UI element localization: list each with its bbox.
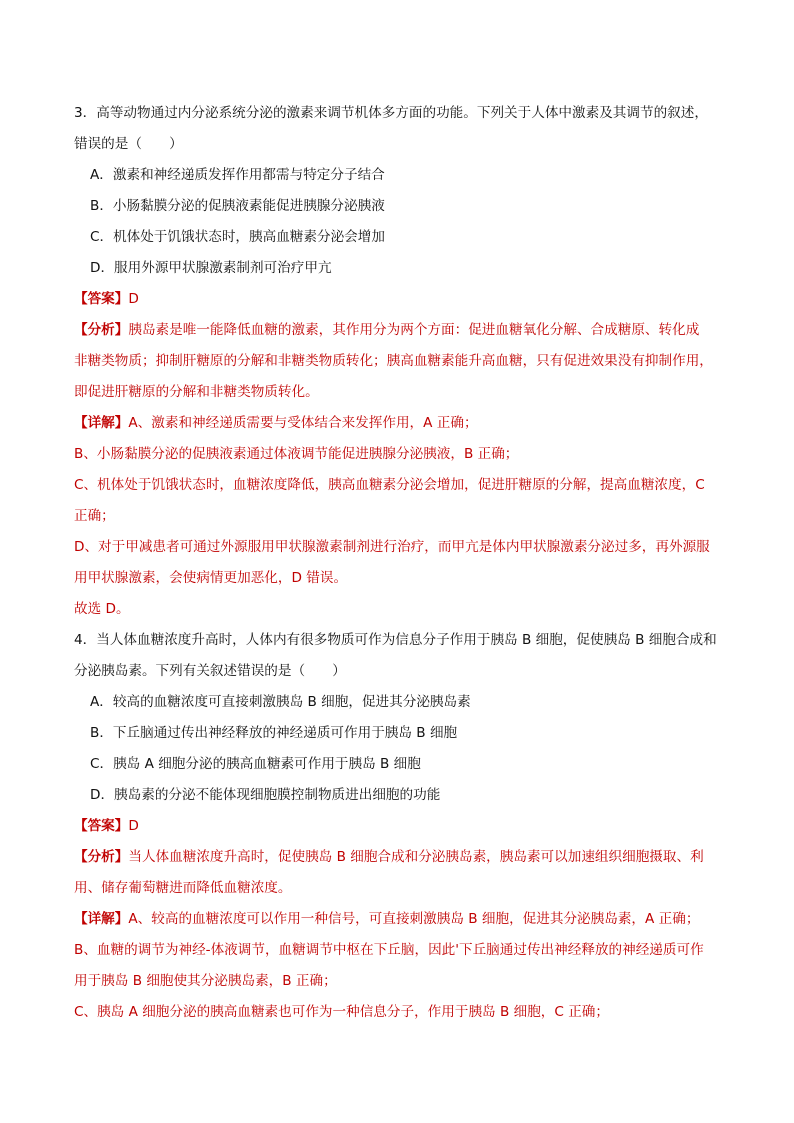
q4-option-b: B．下丘脑通过传出神经释放的神经递质可作用于胰岛 B 细胞 bbox=[90, 725, 458, 741]
q4-analysis-tag: 【分析】 bbox=[74, 849, 129, 865]
q4-stem-line-1: 4．当人体血糖浓度升高时，人体内有很多物质可作为信息分子作用于胰岛 B 细胞，促使胰岛 B 细胞合成和 bbox=[74, 632, 717, 648]
q3-detail-line-7: 故选 D。 bbox=[74, 601, 130, 617]
q3-option-c: C．机体处于饥饿状态时，胰高血糖素分泌会增加 bbox=[90, 229, 385, 245]
q3-detail-line-6: 用甲状腺激素，会使病情更加恶化，D 错误。 bbox=[74, 570, 348, 586]
q3-detail-line-2: B、小肠黏膜分泌的促胰液素通过体液调节能促进胰腺分泌胰液，B 正确； bbox=[74, 446, 519, 462]
q3-analysis-line-3: 即促进肝糖原的分解和非糖类物质转化。 bbox=[74, 384, 319, 400]
q3-detail-line-1 bbox=[74, 413, 478, 433]
q4-option-c: C．胰岛 A 细胞分泌的胰高血糖素可作用于胰岛 B 细胞 bbox=[90, 756, 421, 772]
q3-option-a: A．激素和神经递质发挥作用都需与特定分子结合 bbox=[90, 167, 385, 183]
q4-analysis-line-1 bbox=[74, 847, 704, 867]
q3-option-d: D．服用外源甲状腺激素制剂可治疗甲亢 bbox=[90, 260, 332, 276]
q3-answer-value: D bbox=[128, 291, 139, 307]
q4-detail-line-3: 用于胰岛 B 细胞使其分泌胰岛素，B 正确； bbox=[74, 973, 337, 989]
q3-detail-line-5: D、对于甲减患者可通过外源服用甲状腺激素制剂进行治疗，而甲亢是体内甲状腺激素分泌过多，再外源服 bbox=[74, 539, 710, 555]
q4-option-d: D．胰岛素的分泌不能体现细胞膜控制物质进出细胞的功能 bbox=[90, 787, 441, 803]
q3-analysis-tag: 【分析】 bbox=[74, 322, 129, 338]
q4-detail-line-1 bbox=[74, 909, 699, 929]
q3-stem-line-1: 3．高等动物通过内分泌系统分泌的激素来调节机体多方面的功能。下列关于人体中激素及其调节的叙述， bbox=[74, 105, 708, 121]
q4-analysis-text-1: 当人体血糖浓度升高时，促使胰岛 B 细胞合成和分泌胰岛素，胰岛素可以加速组织细胞摄取、利 bbox=[128, 849, 704, 865]
q3-answer bbox=[74, 289, 139, 309]
q3-answer-tag: 【答案】 bbox=[74, 291, 129, 307]
q4-detail-text-1: A、较高的血糖浓度可以作用一种信号，可直接刺激胰岛 B 细胞，促进其分泌胰岛素，A 正确； bbox=[128, 911, 700, 927]
q4-detail-line-4: C、胰岛 A 细胞分泌的胰高血糖素也可作为一种信息分子，作用于胰岛 B 细胞，C 正确； bbox=[74, 1004, 609, 1020]
q4-answer bbox=[74, 816, 139, 836]
q3-analysis-text-1: 胰岛素是唯一能降低血糖的激素，其作用分为两个方面：促进血糖氧化分解、合成糖原、转化成 bbox=[128, 322, 700, 338]
q4-answer-tag: 【答案】 bbox=[74, 818, 129, 834]
q3-option-b: B．小肠黏膜分泌的促胰液素能促进胰腺分泌胰液 bbox=[90, 198, 385, 214]
q3-detail-line-3: C、机体处于饥饿状态时，血糖浓度降低，胰高血糖素分泌会增加，促进肝糖原的分解，提高血糖浓度，C bbox=[74, 477, 705, 493]
q4-analysis-line-2: 用、储存葡萄糖进而降低血糖浓度。 bbox=[74, 880, 292, 896]
q3-analysis-line-2: 非糖类物质；抑制肝糖原的分解和非糖类物质转化；胰高血糖素能升高血糖，只有促进效果没有抑制作用， bbox=[74, 353, 713, 369]
q4-detail-tag: 【详解】 bbox=[74, 911, 129, 927]
q4-stem-line-2: 分泌胰岛素。下列有关叙述错误的是（ ） bbox=[74, 663, 346, 679]
q3-detail-line-4: 正确； bbox=[74, 508, 115, 524]
q3-detail-tag: 【详解】 bbox=[74, 415, 129, 431]
q4-detail-line-2: B、血糖的调节为神经-体液调节，血糖调节中枢在下丘脑，因此'下丘脑通过传出神经释放的神经递质可作 bbox=[74, 942, 704, 958]
q3-stem-line-2: 错误的是（ ） bbox=[74, 136, 183, 152]
q3-detail-text-1: A、激素和神经递质需要与受体结合来发挥作用，A 正确； bbox=[128, 415, 478, 431]
q4-option-a: A．较高的血糖浓度可直接刺激胰岛 B 细胞，促进其分泌胰岛素 bbox=[90, 694, 471, 710]
q3-analysis-line-1 bbox=[74, 320, 699, 340]
q4-answer-value: D bbox=[128, 818, 139, 834]
